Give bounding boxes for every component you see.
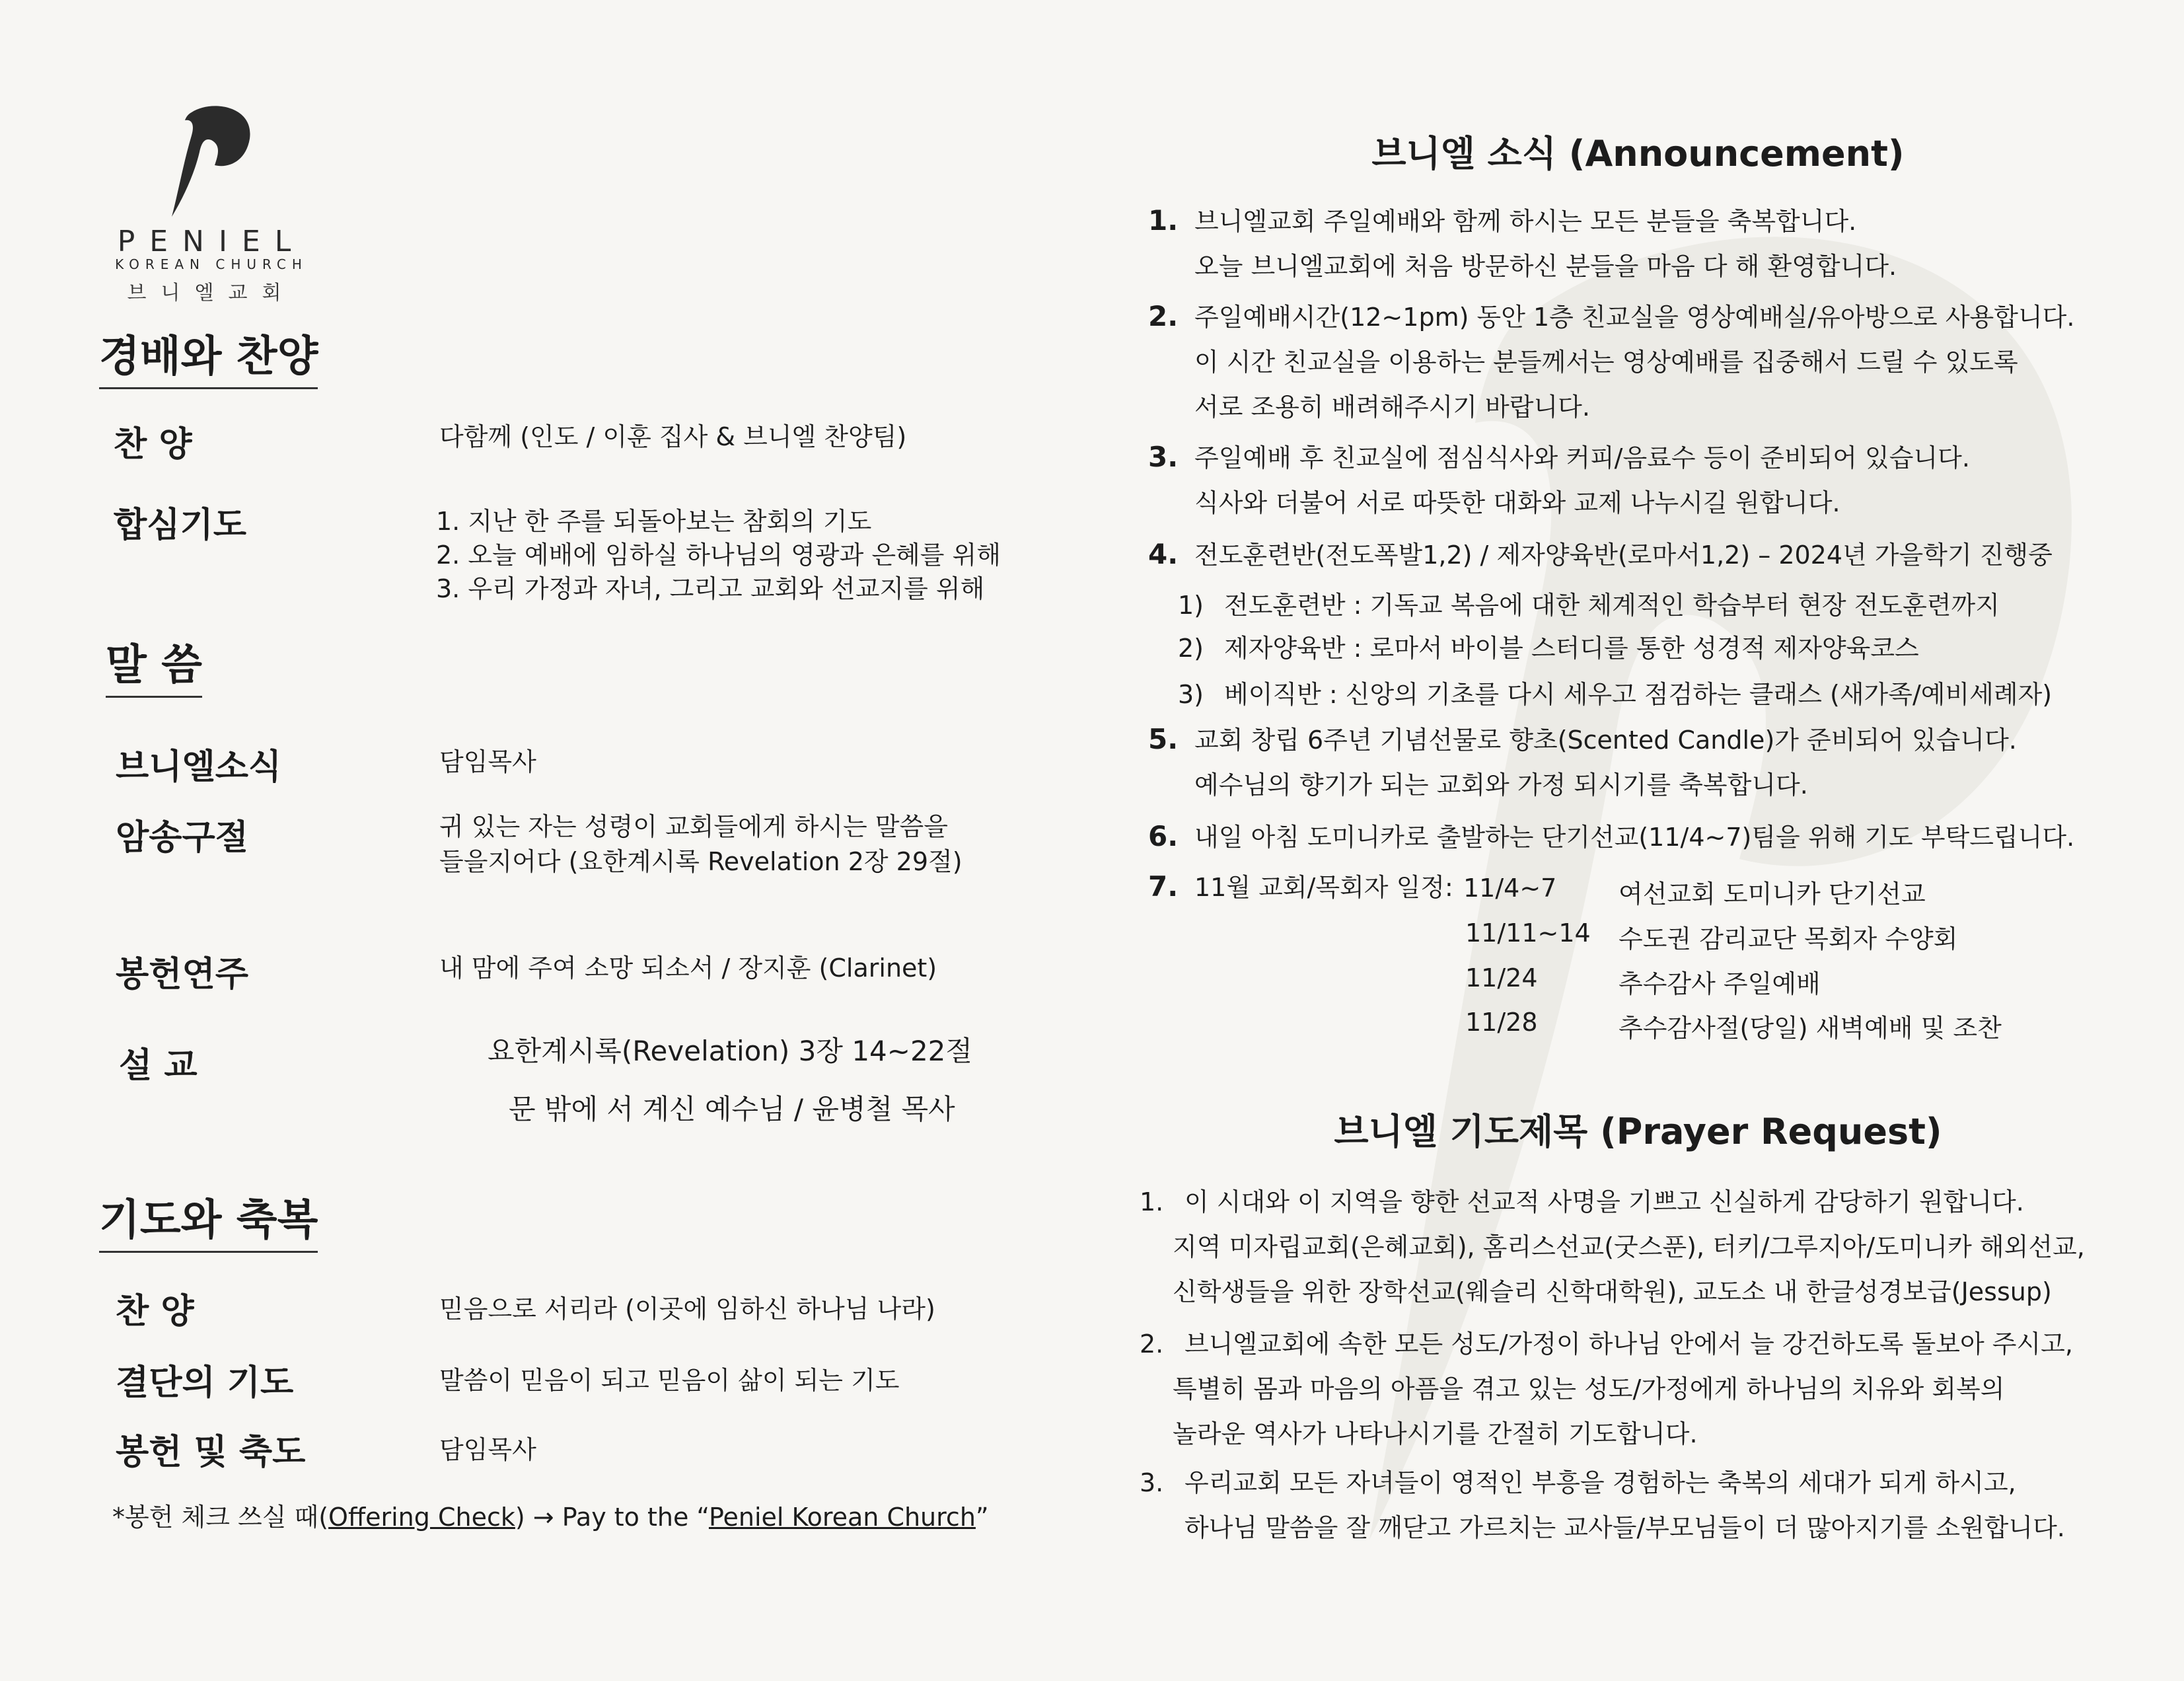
offering-check-note: *봉헌 체크 쓰실 때(Offering Check) → Pay to the “Peniel Korean Church” xyxy=(112,1503,989,1532)
logo-name: PENIEL xyxy=(117,225,306,258)
announcement-3: 3. 주일예배 후 친교실에 점심식사와 커피/음료수 등이 준비되어 있습니다. 식사와 더불어 서로 따뜻한 대화와 교제 나누시길 원합니다. xyxy=(1148,441,1970,517)
offering-music-label: 봉헌연주 xyxy=(116,955,248,994)
prayer-request-title: 브니엘 기도제목 (Prayer Request) xyxy=(1334,1111,1942,1152)
peniel-logo-icon xyxy=(165,99,258,218)
announcement-1: 1. 브니엘교회 주일예배와 함께 하시는 모든 분들을 축복합니다. 오늘 브니엘교회에 처음 방문하신 분들을 마음 다 해 환영합니다. xyxy=(1148,204,1897,281)
decision-label: 결단의 기도 xyxy=(116,1363,294,1403)
sub-item-3: 3) 베이직반 : 신앙의 기초를 다시 세우고 점검하는 클래스 (새가족/예비세례자) xyxy=(1178,680,2053,709)
schedule-date-4: 11/28 xyxy=(1465,1008,1538,1037)
prayer-request-3: 3. 우리교회 모든 자녀들이 영적인 부흥을 경험하는 축복의 세대가 되게 하시고, 하나님 말씀을 잘 깨닫고 가르치는 교사들/부모님들이 더 많아지기를 소원합니다. xyxy=(1140,1468,2065,1542)
announcement-title: 브니엘 소식 (Announcement) xyxy=(1371,133,1905,174)
announcement-4: 4. 전도훈련반(전도폭발1,2) / 제자양육반(로마서1,2) – 2024년 가을학기 진행중 xyxy=(1148,538,2053,570)
sub-item-2: 2) 제자양육반 : 로마서 바이블 스터디를 통한 성경적 제자양육코스 xyxy=(1178,634,1919,663)
praise1-text: 다함께 (인도 / 이훈 집사 & 브니엘 찬양팀) xyxy=(439,422,907,451)
schedule-date-3: 11/24 xyxy=(1465,963,1538,992)
schedule-date-2: 11/11~14 xyxy=(1465,918,1591,948)
benediction-label: 봉헌 및 축도 xyxy=(116,1433,306,1472)
verse-line-1: 귀 있는 자는 성령이 교회들에게 하시는 말씀을 xyxy=(439,812,948,841)
announcement-6: 6. 내일 아침 도미니카로 출발하는 단기선교(11/4~7)팀을 위해 기도 부탁드립니다. xyxy=(1148,820,2075,852)
verse-line-2: 들을지어다 (요한계시록 Revelation 2장 29절) xyxy=(439,847,963,876)
section-prayer-blessing: 기도와 축복 xyxy=(99,1186,318,1253)
section-worship: 경배와 찬양 xyxy=(99,322,318,389)
schedule-event-2: 수도권 감리교단 목회자 수양회 xyxy=(1619,924,1958,953)
praise1-label: 찬 양 xyxy=(114,425,192,465)
church-name-text: Peniel Korean Church xyxy=(708,1503,976,1532)
right-panel xyxy=(1092,0,2184,1681)
prayer-request-1: 1. 이 시대와 이 지역을 향한 선교적 사명을 기쁘고 신실하게 감당하기 원합니다. 지역 미자립교회(은혜교회), 홈리스선교(굿스푼), 터키/그루지아/도미니카 해외선교, 신학생들을 위한 장학선교(웨슬리 신학대학원), 교도소 내 한글성경보급(Jessup) xyxy=(1140,1187,2085,1306)
prayer-request-2: 2. 브니엘교회에 속한 모든 성도/가정이 하나님 안에서 늘 강건하도록 돌보아 주시고, 특별히 몸과 마음의 아픔을 겪고 있는 성도/가정에게 하나님의 치유와 회복의 놀라운 역사가 나타나시기를 간절히 기도합니다. xyxy=(1140,1329,2073,1448)
sermon-scripture: 요한계시록(Revelation) 3장 14~22절 xyxy=(488,1035,972,1067)
announcement-7: 7. 11월 교회/목회자 일정: xyxy=(1148,870,1453,903)
announcement-5: 5. 교회 창립 6주년 기념선물로 향초(Scented Candle)가 준비되어 있습니다. 예수님의 향기가 되는 교회와 가정 되시기를 축복합니다. xyxy=(1148,723,2017,800)
praise2-text: 믿음으로 서리라 (이곳에 임하신 하나님 나라) xyxy=(439,1294,935,1324)
news-label: 브니엘소식 xyxy=(116,747,282,787)
offering-check-text: Offering Check xyxy=(328,1503,515,1532)
praise2-label: 찬 양 xyxy=(116,1292,194,1331)
sermon-label: 설 교 xyxy=(119,1046,198,1086)
schedule-event-3: 추수감사 주일예배 xyxy=(1619,969,1821,998)
logo-korean: 브니엘교회 xyxy=(127,281,296,305)
sermon-title: 문 밖에 서 계신 예수님 / 윤병철 목사 xyxy=(509,1093,955,1125)
news-text: 담임목사 xyxy=(439,747,536,776)
schedule-event-1: 여선교회 도미니카 단기선교 xyxy=(1619,879,1926,909)
logo-subtitle: KOREAN CHURCH xyxy=(115,256,308,272)
prayer-line-3: 3. 우리 가정과 자녀, 그리고 교회와 선교지를 위해 xyxy=(436,574,985,603)
prayer-label: 합심기도 xyxy=(114,505,246,545)
section-word: 말 씀 xyxy=(106,631,202,698)
sub-item-1: 1) 전도훈련반 : 기독교 복음에 대한 체계적인 학습부터 현장 전도훈련까지 xyxy=(1178,591,2000,620)
prayer-line-1: 1. 지난 한 주를 되돌아보는 참회의 기도 xyxy=(436,507,872,536)
schedule-date-1: 11/4~7 xyxy=(1463,874,1557,903)
verse-label: 암송구절 xyxy=(116,818,248,858)
offering-music-text: 내 맘에 주여 소망 되소서 / 장지훈 (Clarinet) xyxy=(439,953,937,983)
schedule-event-4: 추수감사절(당일) 새벽예배 및 조찬 xyxy=(1619,1014,2002,1043)
benediction-text: 담임목사 xyxy=(439,1435,536,1464)
prayer-line-2: 2. 오늘 예배에 임하실 하나님의 영광과 은혜를 위해 xyxy=(436,541,1001,570)
decision-text: 말씀이 믿음이 되고 믿음이 삶이 되는 기도 xyxy=(439,1366,900,1395)
announcement-2: 2. 주일예배시간(12~1pm) 동안 1층 친교실을 영상예배실/유아방으로 사용합니다. 이 시간 친교실을 이용하는 분들께서는 영상예배를 집중해서 드릴 수 있도록 서로 조용히 배려해주시기 바랍니다. xyxy=(1148,300,2075,422)
